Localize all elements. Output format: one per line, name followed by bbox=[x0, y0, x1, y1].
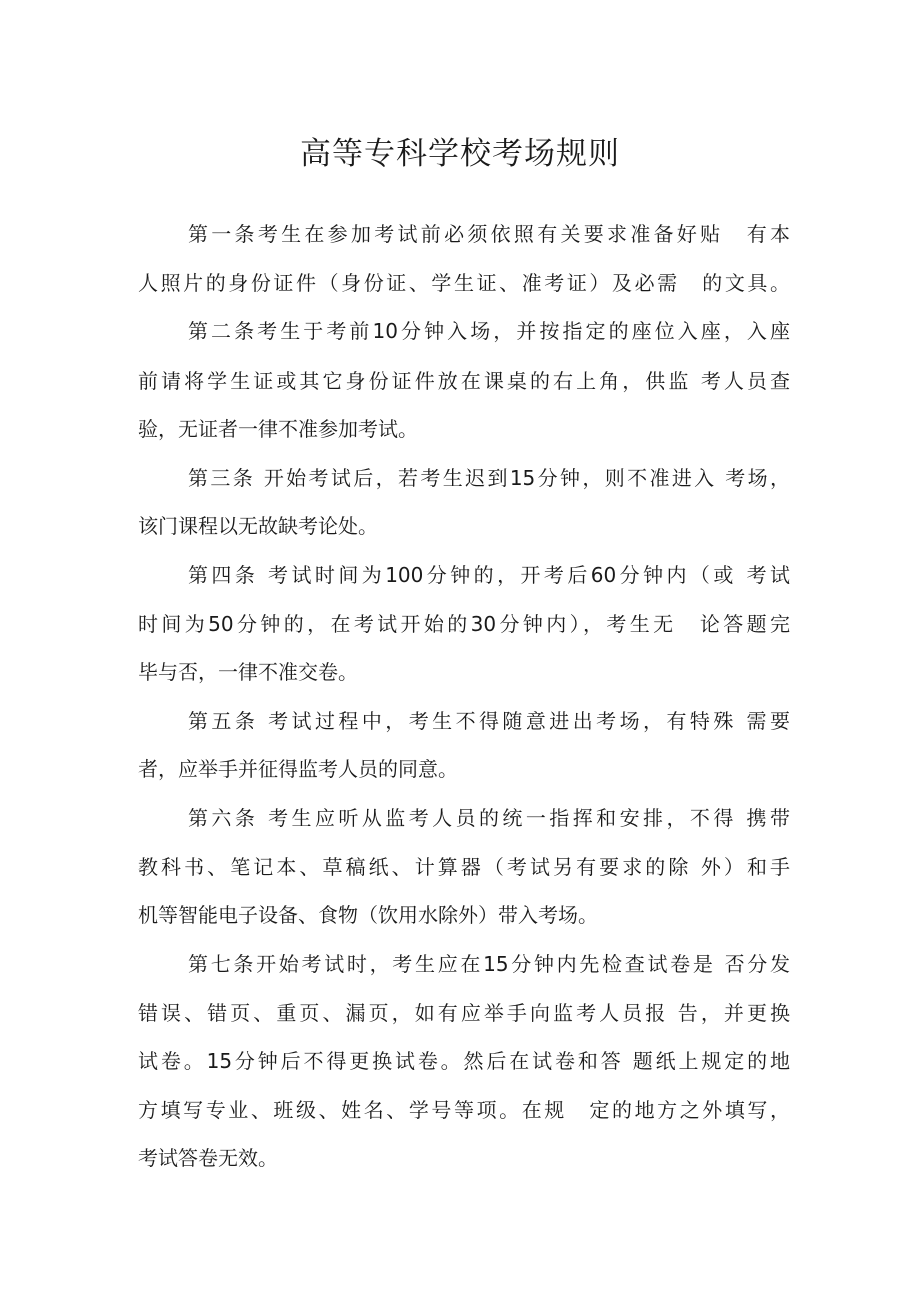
article-4-line-2: 时间为50分钟的，在考试开始的30分钟内），考生无 论答题完 bbox=[138, 612, 790, 636]
document-title: 高等专科学校考场规则 bbox=[300, 136, 620, 172]
article-4-line-1: 第四条 考试时间为100分钟的，开考后60分钟内（或 考试 bbox=[188, 563, 790, 587]
article-2-line-2: 前请将学生证或其它身份证件放在课桌的右上角，供监 考人员查 bbox=[138, 369, 790, 393]
article-7-line-3: 试卷。15分钟后不得更换试卷。然后在试卷和答 题纸上规定的地 bbox=[138, 1049, 790, 1073]
article-1-line-2: 人照片的身份证件（身份证、学生证、准考证）及必需 的文具。 bbox=[138, 271, 790, 295]
article-2-line-3: 验，无证者一律不准参加考试。 bbox=[138, 417, 418, 441]
article-3-line-2: 该门课程以无故缺考论处。 bbox=[138, 514, 378, 538]
article-5-line-2: 者，应举手并征得监考人员的同意。 bbox=[138, 757, 458, 781]
article-3-line-1: 第三条 开始考试后，若考生迟到15分钟，则不准进入 考场， bbox=[188, 466, 790, 490]
article-6-line-2: 教科书、笔记本、草稿纸、计算器（考试另有要求的除 外）和手 bbox=[138, 855, 790, 879]
article-7-line-1: 第七条开始考试时，考生应在15分钟内先检查试卷是 否分发 bbox=[188, 952, 790, 976]
article-6-line-1: 第六条 考生应听从监考人员的统一指挥和安排，不得 携带 bbox=[188, 806, 790, 830]
article-7-line-5: 考试答卷无效。 bbox=[138, 1146, 278, 1170]
article-7-line-2: 错误、错页、重页、漏页，如有应举手向监考人员报 告，并更换 bbox=[138, 1001, 790, 1025]
article-6-line-3: 机等智能电子设备、食物（饮用水除外）带入考场。 bbox=[138, 903, 598, 927]
article-1-line-1: 第一条考生在参加考试前必须依照有关要求准备好贴 有本 bbox=[188, 222, 790, 246]
article-7-line-4: 方填写专业、班级、姓名、学号等项。在规 定的地方之外填写， bbox=[138, 1098, 790, 1122]
article-2-line-1: 第二条考生于考前10分钟入场，并按指定的座位入座，入座 bbox=[188, 319, 790, 343]
article-4-line-3: 毕与否，一律不准交卷。 bbox=[138, 660, 358, 684]
article-5-line-1: 第五条 考试过程中，考生不得随意进出考场，有特殊 需要 bbox=[188, 709, 790, 733]
